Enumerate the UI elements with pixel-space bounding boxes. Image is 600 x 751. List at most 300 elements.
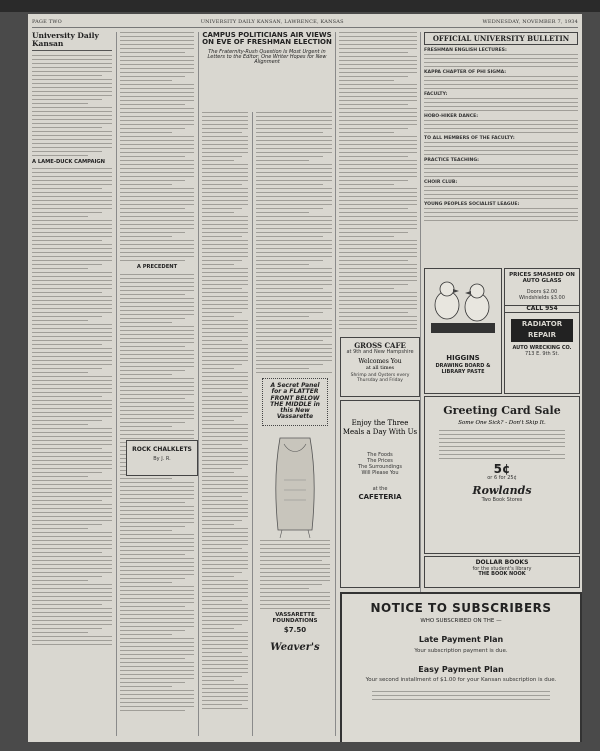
text-line [339, 248, 417, 249]
text-line [120, 414, 194, 415]
text-line [202, 664, 248, 665]
text-line [256, 144, 332, 145]
text-line [32, 71, 112, 72]
text-line [32, 151, 102, 152]
text-line [32, 624, 112, 625]
text-line [120, 188, 194, 189]
gross-cafe-menu: Shrimp and Oysters every Thursday and Friday [350, 373, 410, 384]
text-line [202, 324, 248, 325]
text-line [120, 152, 194, 153]
text-line [339, 200, 417, 201]
text-line [32, 224, 112, 225]
text-line [202, 616, 248, 617]
page-header [32, 17, 578, 28]
text-line [32, 560, 112, 561]
text-line [32, 87, 112, 88]
text-line [202, 676, 242, 677]
text-line [256, 232, 332, 233]
text-line [256, 172, 332, 173]
bulletin-item-heading: FACULTY: [424, 92, 448, 98]
text-line [256, 188, 332, 189]
text-line [202, 656, 248, 657]
notice-subheading: WHO SUBSCRIBED ON THE — [420, 617, 502, 624]
text-line [120, 602, 194, 603]
text-line [32, 360, 112, 361]
text-line [256, 252, 332, 253]
text-line [202, 376, 248, 377]
text-line [120, 582, 172, 583]
text-line [202, 560, 248, 561]
text-line [120, 60, 194, 61]
text-line [120, 32, 194, 33]
text-line [120, 236, 172, 237]
text-line [32, 67, 112, 68]
text-line [32, 336, 112, 337]
text-line [202, 268, 248, 269]
text-line [120, 506, 194, 507]
text-line [439, 450, 550, 451]
text-line [120, 252, 194, 253]
text-line [32, 584, 112, 585]
text-line [120, 674, 194, 675]
text-line [202, 156, 242, 157]
text-line [120, 84, 194, 85]
text-line [32, 103, 88, 104]
editorial-column [32, 32, 112, 740]
text-line [202, 248, 248, 249]
text-line [202, 128, 248, 129]
text-line [32, 356, 112, 357]
text-line [32, 472, 102, 473]
official-bulletin [424, 32, 578, 264]
text-line [32, 288, 112, 289]
text-line [424, 146, 578, 147]
text-line [32, 119, 112, 120]
dollar-books-store: THE BOOK NOOK [478, 571, 526, 578]
text-line [32, 135, 112, 136]
text-line [202, 112, 248, 113]
text-line [120, 534, 194, 535]
text-line [120, 132, 172, 133]
text-line [32, 436, 112, 437]
text-line [32, 404, 112, 405]
text-line [439, 434, 565, 435]
editorial-column-2 [120, 32, 194, 740]
bulletin-item-body [424, 98, 578, 111]
text-line [202, 148, 248, 149]
text-line [256, 272, 332, 273]
text-line [120, 646, 194, 647]
text-line [339, 160, 417, 161]
text-line [32, 260, 112, 261]
text-line [260, 540, 330, 541]
text-line [339, 156, 408, 157]
text-line [339, 276, 417, 277]
text-line [339, 148, 417, 149]
text-line [32, 464, 112, 465]
text-line [202, 396, 248, 397]
text-line [120, 192, 194, 193]
text-line [32, 524, 102, 525]
text-line [202, 492, 248, 493]
text-line [202, 408, 248, 409]
text-line [260, 580, 330, 581]
text-line [424, 80, 578, 81]
vassarette-ad-copy [256, 540, 334, 609]
text-line [32, 99, 102, 100]
text-line [202, 140, 248, 141]
text-line [339, 232, 408, 233]
text-line [339, 312, 408, 313]
text-line [32, 139, 112, 140]
text-line [120, 422, 185, 423]
text-line [256, 176, 332, 177]
text-line [120, 128, 185, 129]
text-line [424, 216, 578, 217]
text-line [202, 528, 248, 529]
bulletin-item-heading: CHOIR CLUB: [424, 180, 458, 186]
text-line [260, 608, 330, 609]
text-line [120, 434, 194, 435]
text-line [120, 586, 194, 587]
text-line [202, 328, 248, 329]
repair-label: REPAIR [527, 331, 557, 340]
text-line [120, 358, 194, 359]
text-line [339, 76, 408, 77]
vassarette-slogan: A Secret Panel for a FLATTER FRONT BELOW THE MIDDLE in this New Vassarette [270, 382, 320, 421]
text-line [120, 48, 194, 49]
text-line [424, 76, 578, 77]
text-line [202, 192, 248, 193]
cafeteria-foods: The Foods [367, 451, 393, 458]
text-line [120, 662, 194, 663]
text-line [339, 324, 417, 325]
text-line [256, 204, 332, 205]
text-line [32, 596, 112, 597]
cafeteria-prices: The Prices [367, 457, 393, 464]
text-line [339, 152, 417, 153]
text-line [202, 332, 248, 333]
text-line [439, 454, 565, 455]
text-line [260, 600, 330, 601]
text-line [424, 172, 578, 173]
text-line [32, 540, 112, 541]
text-line [32, 604, 102, 605]
text-line [32, 268, 88, 269]
text-line [339, 316, 417, 317]
text-line [120, 298, 194, 299]
text-line [260, 544, 330, 545]
text-line [339, 136, 417, 137]
text-line [32, 364, 112, 365]
text-line [424, 142, 578, 143]
rowlands-logo: Rowlands [472, 484, 532, 498]
text-line [339, 304, 417, 305]
text-line [256, 132, 323, 133]
text-line [256, 356, 332, 357]
text-line [32, 196, 112, 197]
notice-footer-copy [342, 683, 580, 700]
text-line [202, 260, 242, 261]
text-line [256, 280, 332, 281]
text-line [256, 128, 332, 129]
text-line [32, 544, 112, 545]
text-line [202, 432, 248, 433]
text-line [202, 252, 248, 253]
text-line [32, 348, 112, 349]
text-line [256, 192, 332, 193]
late-payment-plan: Late Payment Plan [418, 635, 504, 645]
text-line [202, 544, 248, 545]
text-line [120, 490, 194, 491]
feature-headline: CAMPUS POLITICIANS AIR VIEWS ON EVE OF FRESHMAN ELECTION [202, 32, 332, 47]
column-rule [335, 32, 336, 736]
auto-wrecking-name: AUTO WRECKING CO. [512, 344, 572, 351]
text-line [339, 280, 417, 281]
text-line [202, 524, 234, 525]
text-line [424, 194, 578, 195]
text-line [120, 574, 194, 575]
text-line [202, 280, 248, 281]
text-line [202, 464, 248, 465]
weavers-logo: Weaver's [270, 641, 320, 653]
text-line [424, 128, 578, 129]
text-line [120, 650, 194, 651]
cafeteria-slogan: Enjoy the Three Meals a Day With Us [342, 419, 418, 437]
text-line [120, 286, 194, 287]
text-line [339, 272, 417, 273]
text-line [32, 492, 112, 493]
text-line [256, 292, 332, 293]
text-line [202, 300, 248, 301]
text-line [32, 392, 112, 393]
text-line [202, 708, 248, 709]
issue-date: WEDNESDAY, NOVEMBER 7, 1934 [482, 19, 578, 25]
text-line [256, 248, 332, 249]
text-line [256, 316, 309, 317]
text-line [202, 564, 248, 565]
text-line [202, 612, 248, 613]
text-line [32, 416, 112, 417]
text-line [120, 538, 194, 539]
text-line [120, 698, 194, 699]
cafeteria-name: CAFETERIA [358, 492, 402, 501]
text-line [339, 288, 394, 289]
text-line [202, 600, 242, 601]
text-line [120, 526, 185, 527]
text-line [256, 276, 332, 277]
text-line [32, 143, 112, 144]
text-line [120, 430, 194, 431]
radiator-label: RADIATOR [521, 319, 563, 328]
text-line [339, 112, 417, 113]
text-line [32, 400, 112, 401]
text-line [120, 686, 172, 687]
text-line [202, 512, 248, 513]
text-line [120, 570, 194, 571]
text-line [339, 308, 417, 309]
text-line [339, 144, 417, 145]
text-line [120, 634, 172, 635]
text-line [32, 516, 112, 517]
text-line [256, 256, 332, 257]
text-line [202, 424, 248, 425]
text-line [120, 144, 194, 145]
text-line [339, 100, 417, 101]
text-line [120, 690, 194, 691]
text-line [339, 172, 417, 173]
text-line [339, 228, 417, 229]
text-line [202, 428, 248, 429]
greeting-headline: Greeting Card Sale [443, 404, 561, 417]
text-line [120, 418, 194, 419]
text-line [32, 556, 112, 557]
text-line [32, 127, 102, 128]
text-line [32, 352, 112, 353]
door-glass-price: Doors $2.00 [526, 288, 558, 295]
text-line [120, 598, 194, 599]
text-line [339, 72, 417, 73]
text-line [32, 528, 88, 529]
text-line [202, 312, 242, 313]
text-line [339, 92, 417, 93]
text-line [202, 348, 248, 349]
text-line [256, 312, 323, 313]
text-line [339, 116, 417, 117]
text-line [202, 200, 248, 201]
foundation-illustration [256, 430, 334, 540]
text-line [339, 124, 417, 125]
text-line [32, 115, 112, 116]
text-line [32, 588, 112, 589]
column-rule [198, 32, 199, 736]
text-line [32, 368, 102, 369]
text-line [120, 402, 194, 403]
text-line [339, 104, 408, 105]
text-line [424, 62, 578, 63]
text-line [32, 91, 112, 92]
text-line [120, 160, 194, 161]
text-line [256, 160, 309, 161]
text-line [120, 562, 194, 563]
text-line [260, 552, 330, 553]
dollar-books-subtitle: for the student's library [472, 566, 532, 573]
text-line [424, 58, 578, 59]
editorial-body-2 [120, 274, 194, 711]
text-line [339, 192, 417, 193]
text-line [424, 164, 578, 165]
bulletin-item-heading: TO ALL MEMBERS OF THE FACULTY: [424, 136, 515, 142]
vassarette-price: $7.50 [283, 626, 307, 635]
text-line [256, 372, 332, 373]
text-line [256, 168, 332, 169]
text-line [256, 116, 332, 117]
text-line [256, 300, 332, 301]
text-line [256, 140, 332, 141]
text-line [202, 116, 248, 117]
text-line [202, 308, 248, 309]
text-line [202, 588, 248, 589]
text-line [32, 184, 112, 185]
letters-body [202, 112, 248, 709]
text-line [120, 370, 185, 371]
text-line [32, 344, 102, 345]
text-line [120, 306, 194, 307]
text-line [339, 284, 408, 285]
text-line [32, 308, 112, 309]
text-line [256, 200, 332, 201]
text-line [202, 360, 248, 361]
text-line [120, 148, 194, 149]
text-line [120, 482, 194, 483]
gross-cafe-welcome: Welcomes You [358, 358, 402, 366]
masthead-staff-list [32, 55, 112, 156]
text-line [120, 164, 194, 165]
text-line [256, 240, 332, 241]
rowlands-subtitle: Two Book Stores [481, 496, 523, 503]
bulletin-item-body [424, 208, 578, 221]
text-line [202, 196, 248, 197]
text-line [256, 364, 323, 365]
text-line [32, 63, 112, 64]
text-line [202, 488, 248, 489]
text-line [256, 224, 332, 225]
text-line [424, 120, 578, 121]
text-line [32, 272, 112, 273]
text-line [256, 308, 332, 309]
text-line [120, 398, 185, 399]
text-line [120, 498, 194, 499]
text-line [32, 55, 112, 56]
text-line [120, 590, 194, 591]
text-line [32, 123, 112, 124]
text-line [339, 188, 417, 189]
auto-wrecking-address: 713 E. 9th St. [524, 350, 560, 357]
cafeteria-surroundings: The Surroundings [357, 463, 403, 470]
text-line [32, 432, 112, 433]
text-line [32, 468, 112, 469]
text-line [256, 148, 332, 149]
text-line [32, 552, 102, 553]
windshield-price: Windshields $3.00 [519, 294, 565, 301]
text-line [202, 552, 248, 553]
text-line [120, 578, 185, 579]
text-line [120, 558, 194, 559]
text-line [32, 608, 112, 609]
text-line [202, 652, 242, 653]
text-line [32, 292, 102, 293]
text-line [339, 208, 408, 209]
text-line [339, 260, 408, 261]
text-line [32, 636, 112, 637]
text-line [120, 56, 194, 57]
text-line [339, 36, 417, 37]
text-line [120, 240, 194, 241]
text-line [424, 208, 578, 209]
text-line [32, 380, 112, 381]
text-line [202, 288, 242, 289]
text-line [202, 380, 248, 381]
text-line [32, 256, 112, 257]
text-line [339, 204, 417, 205]
text-line [32, 176, 112, 177]
text-line [260, 584, 322, 585]
text-line [120, 196, 194, 197]
text-line [32, 220, 112, 221]
text-line [202, 648, 248, 649]
bulletin-item-body [424, 186, 578, 199]
text-line [439, 430, 565, 431]
